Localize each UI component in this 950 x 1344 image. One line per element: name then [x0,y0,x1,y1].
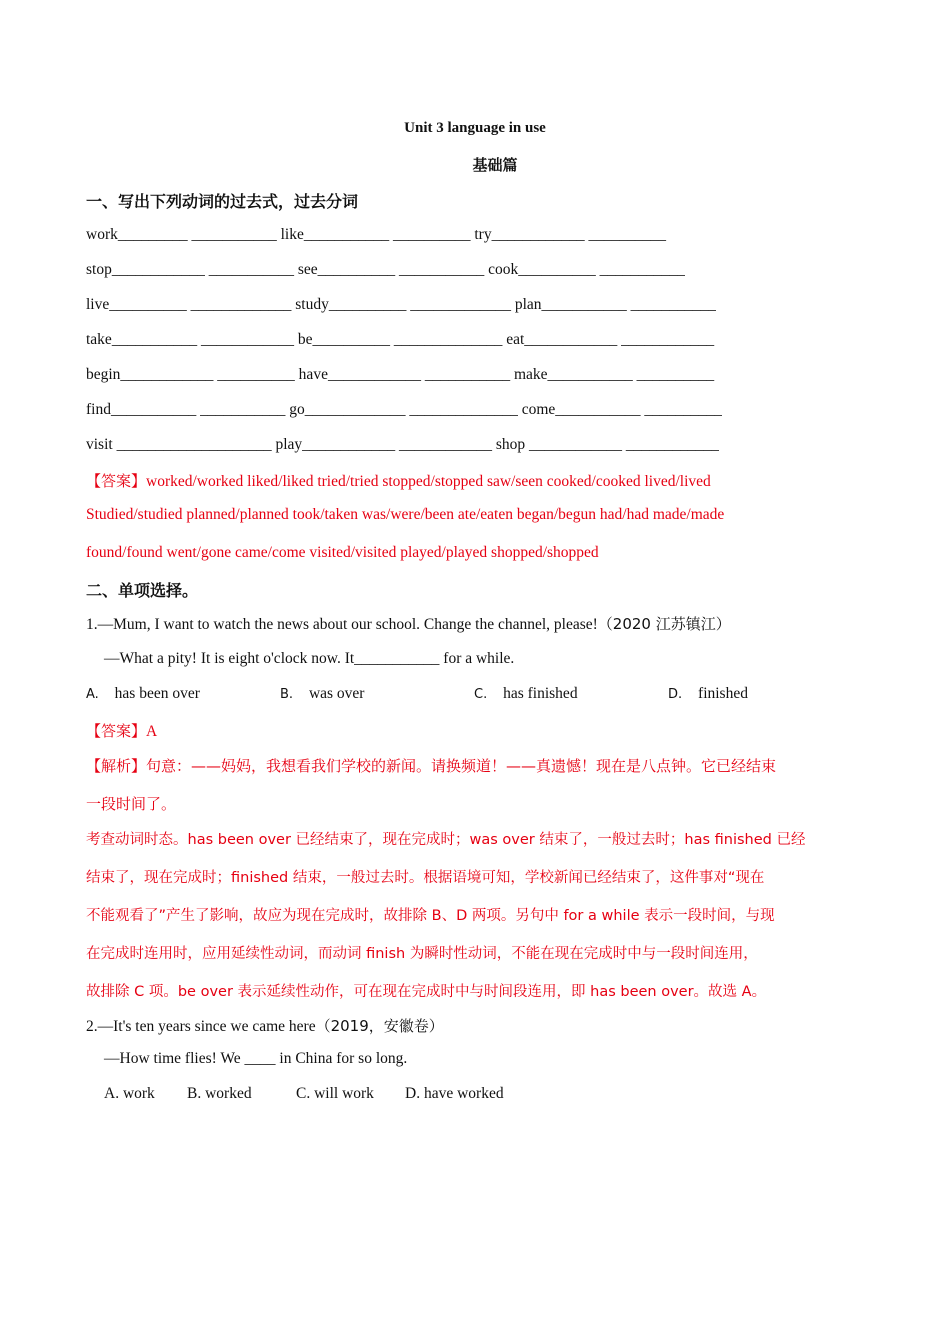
option-letter: B. [280,687,294,702]
question-2-option-c [296,1085,374,1103]
analysis-line: 句意：——妈妈，我想看我们学校的新闻。请换频道！——真遗憾！现在是八点钟。它已经结束 [146,757,777,775]
page-subtitle: 基础篇 [472,156,518,174]
option-letter: A. [86,687,99,702]
question-1-text: 1.—Mum, I want to watch the news about our school. Change the channel, please! [86,616,598,633]
question-1-option-b [280,685,364,703]
answer-value: A [146,723,158,740]
option-letter: D. [668,687,683,702]
page-title: Unit 3 language in use [404,120,546,136]
question-1-reply: —What a pity! It is eight o'clock now. It___________ for a while. [104,650,515,667]
analysis-line: 在完成时连用时，应用延续性动词，而动词 finish 为瞬时性动词，不能在现在完成时中与一段时间连用， [86,946,758,962]
option-text: have worked [423,1085,504,1102]
option-text: was over [308,685,365,702]
question-2-reply: —How time flies! We ____ in China for so long. [104,1050,408,1067]
option-text: has been over [114,685,200,702]
question-1-analysis [86,755,776,776]
question-2-source: （2019，安徽卷） [315,1017,444,1035]
analysis-label: 【解析】 [86,757,147,775]
option-text: worked [205,1085,252,1102]
question-2 [86,1015,444,1036]
section2-heading: 二、单项选择。 [86,581,199,600]
option-letter: D. [405,1085,421,1102]
option-text: has finished [503,685,578,702]
analysis-line: 一段时间了。 [86,795,177,813]
verb-row: stop____________ ___________ see__________ ___________ cook__________ ___________ [86,261,685,278]
question-2-text: 2.—It's ten years since we came here [86,1018,316,1035]
analysis-line: 故排除 C 项。be over 表示延续性动作，可在现在完成时中与时间段连用，即 has been over。故选 A。 [86,984,767,1000]
option-letter: C. [474,687,488,702]
analysis-line: 考查动词时态。has been over 已经结束了，现在完成时；was over 结束了，一般过去时；has finished 已经 [86,832,806,848]
verb-row: begin____________ __________ have____________ ___________ make___________ __________ [86,366,715,383]
analysis-line: 结束了，现在完成时；finished 结束，一般过去时。根据语境可知，学校新闻已经结束了，这件事对“现在 [86,870,765,886]
question-1-option-c [474,685,578,703]
option-letter: A. [104,1085,120,1102]
question-1-option-d [668,685,748,703]
verb-row: live__________ _____________ study__________ _____________ plan___________ ___________ [86,296,716,313]
section1-heading: 一、写出下列动词的过去式，过去分词 [86,192,359,211]
verb-row: take___________ ____________ be__________ ______________ eat____________ ____________ [86,331,715,348]
verb-row: find___________ ___________ go_____________ ______________ come___________ __________ [86,401,722,418]
option-text: will work [314,1085,374,1102]
answer-label: 【答案】 [86,472,147,490]
question-1-source: （2020 江苏镇江） [597,615,731,633]
question-1-answer [86,720,157,741]
answer-label: 【答案】 [86,722,147,740]
question-1-option-a [86,685,200,703]
verb-row: visit ____________________ play____________ ____________ shop ____________ ____________ [86,436,719,453]
question-2-option-b [187,1085,252,1103]
option-text: finished [698,685,748,702]
option-letter: B. [187,1085,202,1102]
answer-text: worked/worked liked/liked tried/tried stopped/stopped saw/seen cooked/cooked lived/lived [146,473,711,490]
question-2-option-d [405,1085,504,1103]
answer-line: found/found went/gone came/come visited/visited played/played shopped/shopped [86,544,599,561]
verb-row: work_________ ___________ like___________ __________ try____________ __________ [86,226,666,243]
answer-line: Studied/studied planned/planned took/taken was/were/been ate/eaten began/begun had/had made/made [86,506,725,523]
question-2-option-a [104,1085,155,1103]
question-1 [86,613,731,634]
option-letter: C. [296,1085,311,1102]
section1-answer [86,470,711,491]
analysis-line: 不能观看了”产生了影响，故应为现在完成时，故排除 B、D 两项。另句中 for a while 表示一段时间，与现 [86,908,775,924]
option-text: work [122,1085,155,1102]
